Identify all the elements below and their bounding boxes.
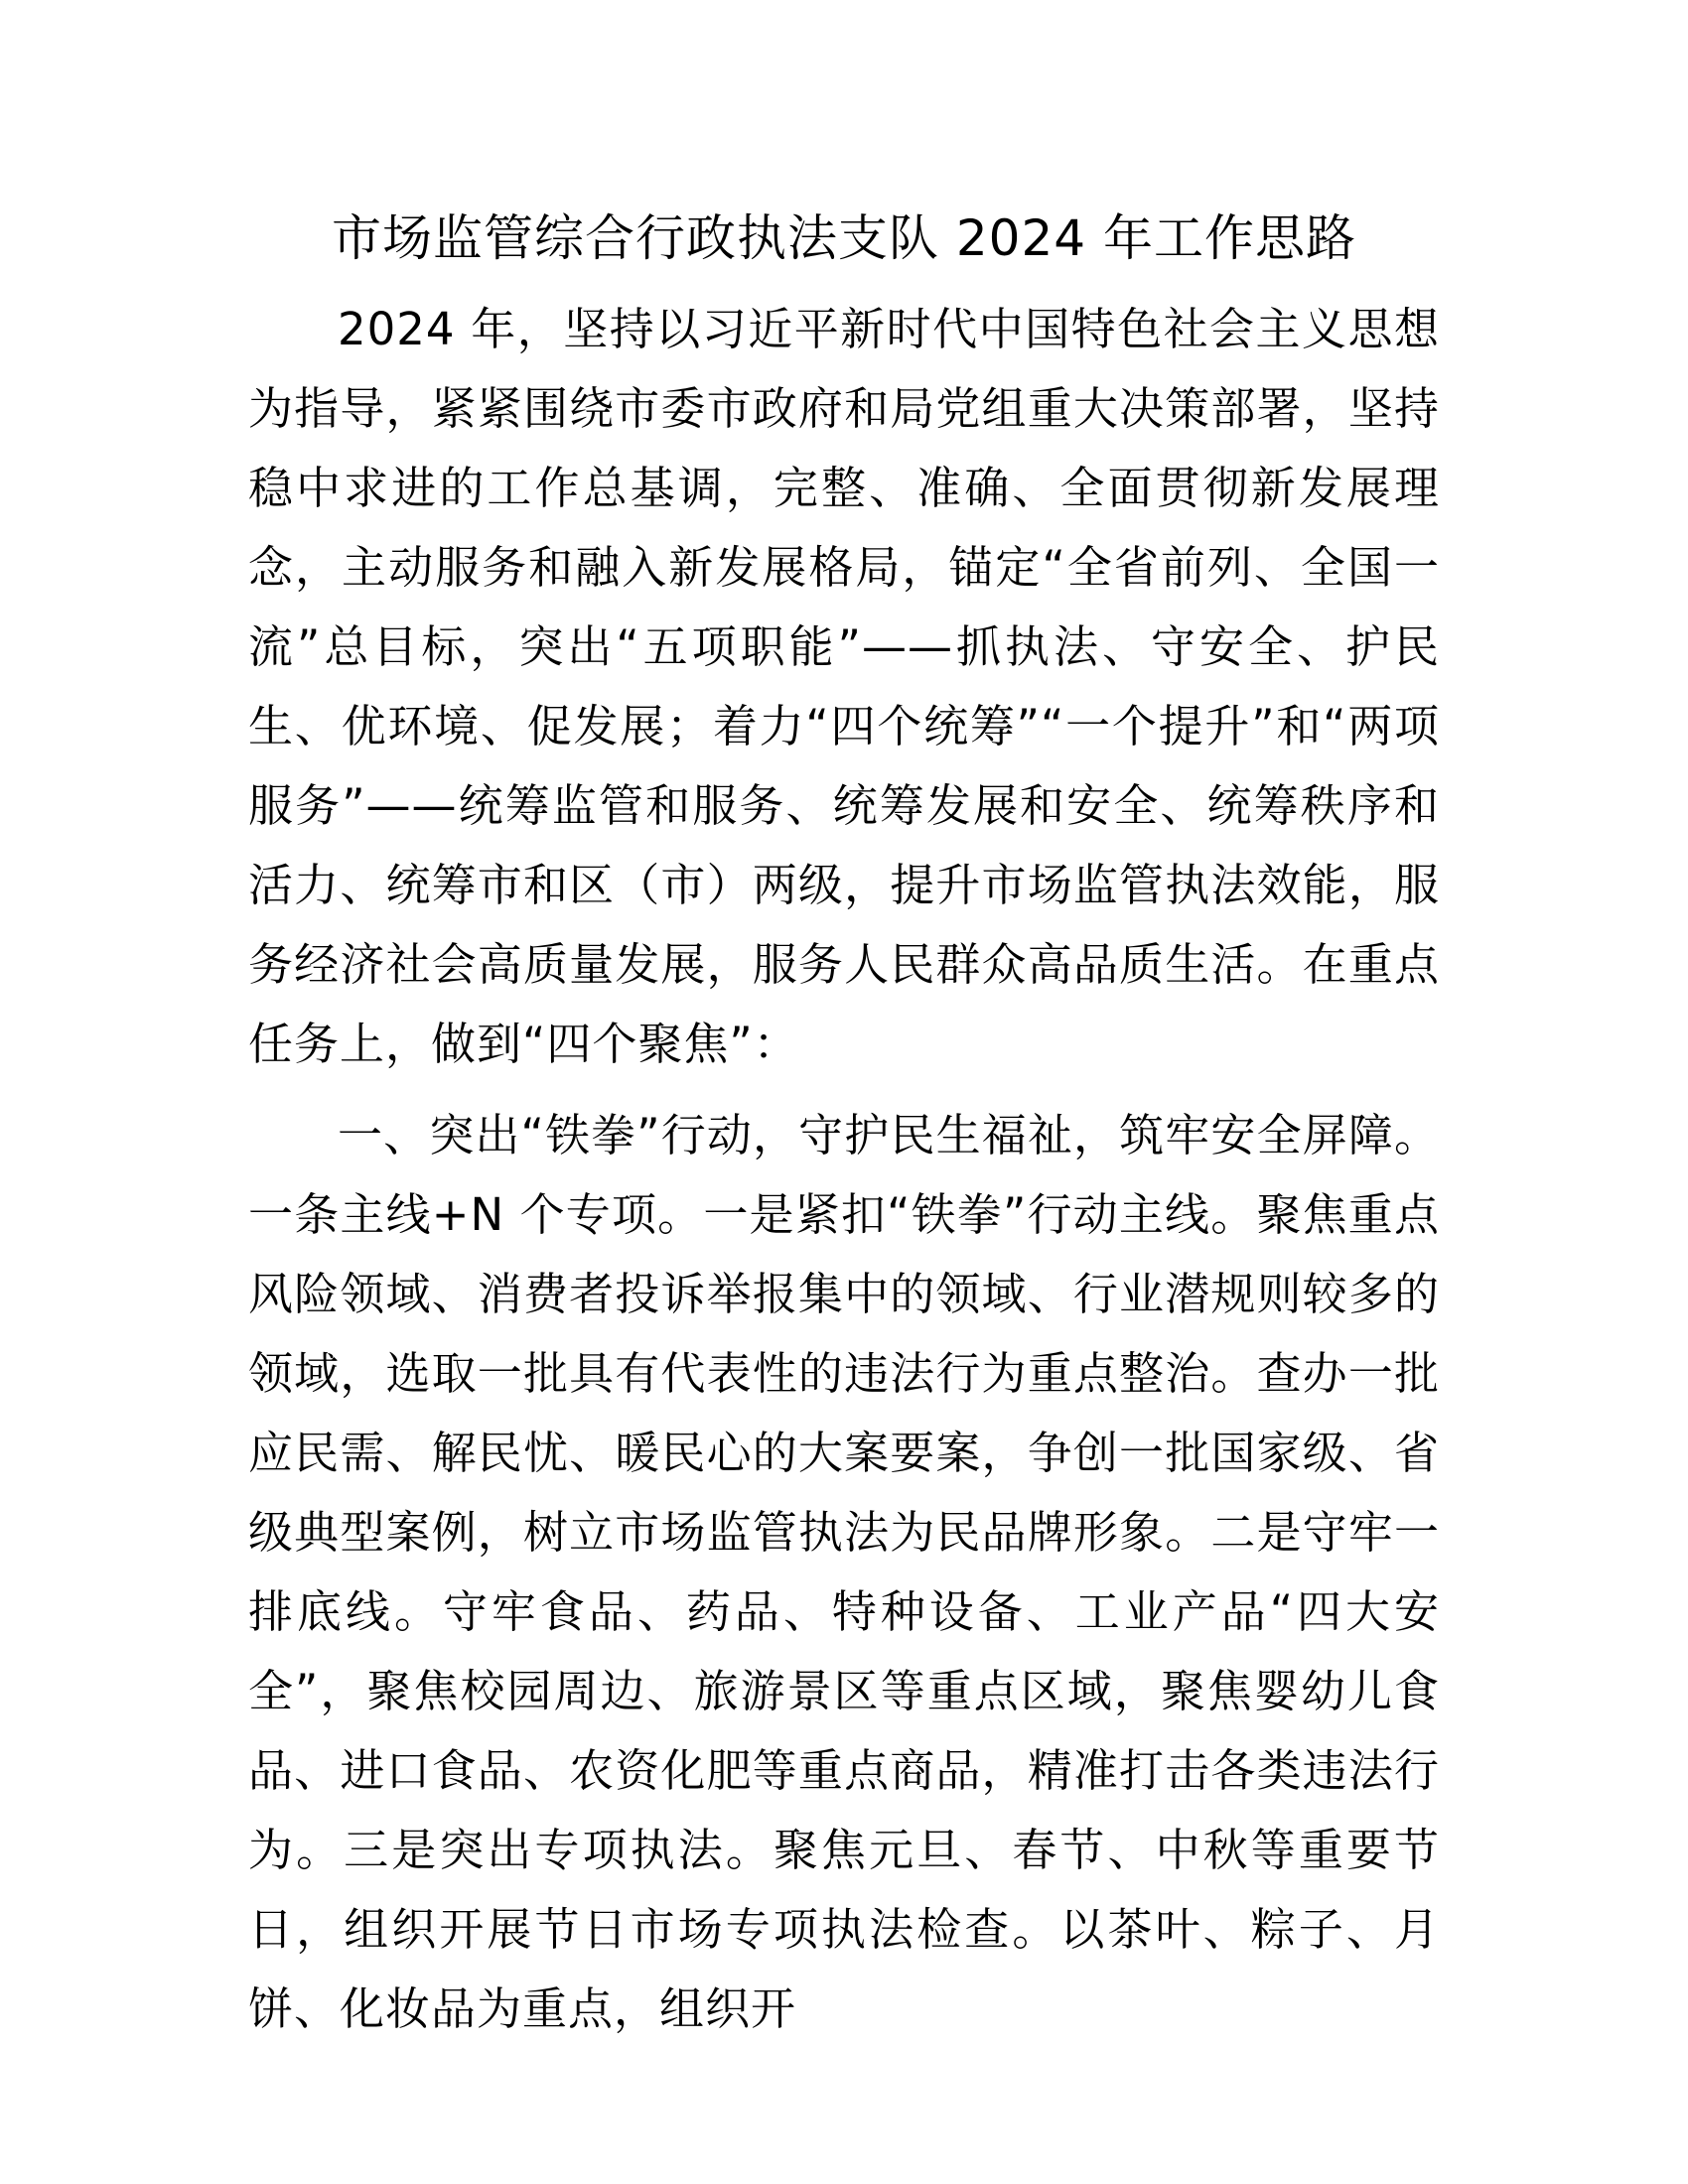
document-title: 市场监管综合行政执法支队 2024 年工作思路 [331, 209, 1357, 267]
document-page [248, 199, 1440, 2049]
paragraph-section-one: 一、突出“铁拳”行动，守护民生福祉，筑牢安全屏障。一条主线+N 个专项。一是紧扣“铁拳”行动主线。聚焦重点风险领域、消费者投诉举报集中的领域、行业潜规则较多的领域，选取一批具有代表性的违法行为重点整治。查办一批应民需、解民忧、暖民心的大案要案，争创一批国家级、省级典型案例，树立市场监管执法为民品牌形象。二是守牢一排底线。守牢食品、药品、特种设备、工业产品“四大安全”，聚焦校园周边、旅游景区等重点区域，聚焦婴幼儿食品、进口食品、农资化肥等重点商品，精准打击各类违法行为。三是突出专项执法。聚焦元旦、春节、中秋等重要节日，组织开展节日市场专项执法检查。以茶叶、粽子、月饼、化妆品为重点，组织开 [248, 1109, 1440, 2035]
paragraph-intro: 2024 年，坚持以习近平新时代中国特色社会主义思想为指导，紧紧围绕市委市政府和局党组重大决策部署，坚持稳中求进的工作总基调，完整、准确、全面贯彻新发展理念，主动服务和融入新发展格局，锚定“全省前列、全国一流”总目标，突出“五项职能”——抓执法、守安全、护民生、优环境、促发展；着力“四个统筹”“一个提升”和“两项服务”——统筹监管和服务、统筹发展和安全、统筹秩序和活力、统筹市和区（市）两级，提升市场监管执法效能，服务经济社会高质量发展，服务人民群众高品质生活。在重点任务上，做到“四个聚焦”： [248, 303, 1440, 1070]
